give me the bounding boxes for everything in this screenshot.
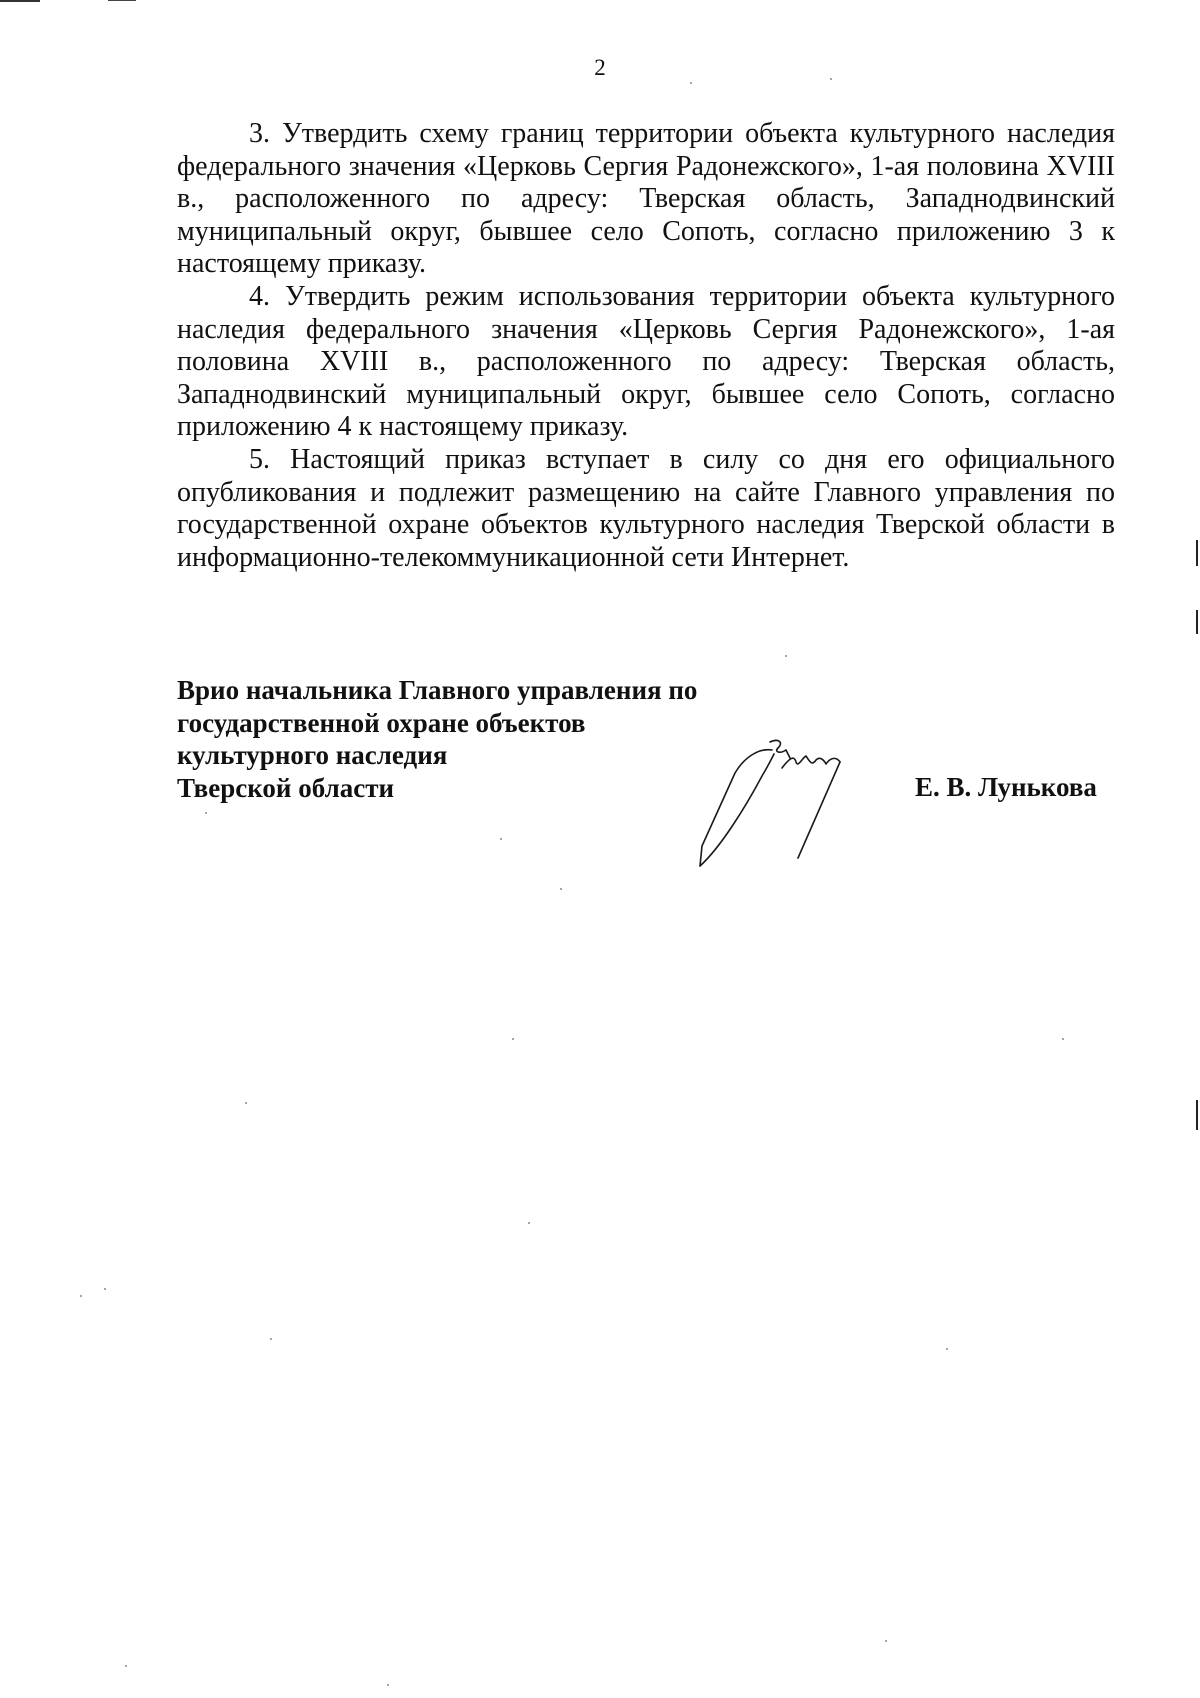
signatory-position xyxy=(177,674,697,804)
position-line: культурного наследия xyxy=(177,740,448,770)
position-line: Тверской области xyxy=(177,772,395,803)
scan-speck xyxy=(885,1640,887,1642)
scan-speck xyxy=(500,838,502,840)
handwritten-signature xyxy=(690,728,870,878)
page-number: 2 xyxy=(594,55,606,80)
scan-speck xyxy=(387,1684,389,1686)
paragraph-item-4: 4. Утвердить режим использования территории объекта культурного наследия федерального значения «Церковь Сергия Радонежского», 1-ая половина XVIII в., расположенного по адресу: Тверская область, Западнодвинский муниципальный округ, бывшее село Сопоть, согласно приложению 4 к настоящему приказу. xyxy=(177,280,1115,443)
paragraph-item-3: 3. Утвердить схему границ территории объекта культурного наследия федерального значения «Церковь Сергия Радонежского», 1-ая половина XVIII в., расположенного по адресу: Тверская область, Западнодвинский муниципальный округ, бывшее село Сопоть, согласно приложению 3 к настоящему приказу. xyxy=(177,118,1115,280)
scan-edge-mark xyxy=(1196,610,1198,634)
scan-speck xyxy=(80,1295,82,1297)
scan-speck xyxy=(690,82,692,84)
scan-edge-mark xyxy=(1196,540,1198,566)
scan-edge-mark xyxy=(108,0,136,1)
scan-speck xyxy=(1062,1038,1064,1040)
scan-speck xyxy=(512,1038,514,1040)
scan-speck xyxy=(528,1222,530,1224)
paragraph-item-5: 5. Настоящий приказ вступает в силу со дня его официального опубликования и подлежит размещению на сайте Главного управления по государственной охране объектов культурного наследия Тверской области в информационно-телекоммуникационной сети Интернет. xyxy=(177,443,1115,573)
scan-speck xyxy=(785,655,787,657)
document-body xyxy=(177,118,1115,574)
position-line: Врио начальника Главного управления по xyxy=(177,675,698,705)
scan-speck xyxy=(830,78,832,80)
scan-speck xyxy=(205,812,207,814)
scan-speck xyxy=(125,1665,127,1667)
scan-speck xyxy=(270,1338,272,1340)
scan-speck xyxy=(560,888,562,890)
scan-speck xyxy=(245,1102,247,1104)
scan-speck xyxy=(104,1288,106,1290)
scan-speck xyxy=(946,1348,948,1350)
signatory-name: Е. В. Лунькова xyxy=(915,772,1097,802)
scan-edge-mark xyxy=(0,0,40,2)
scan-edge-mark xyxy=(1196,1100,1198,1130)
position-line: государственной охране объектов xyxy=(177,707,586,738)
